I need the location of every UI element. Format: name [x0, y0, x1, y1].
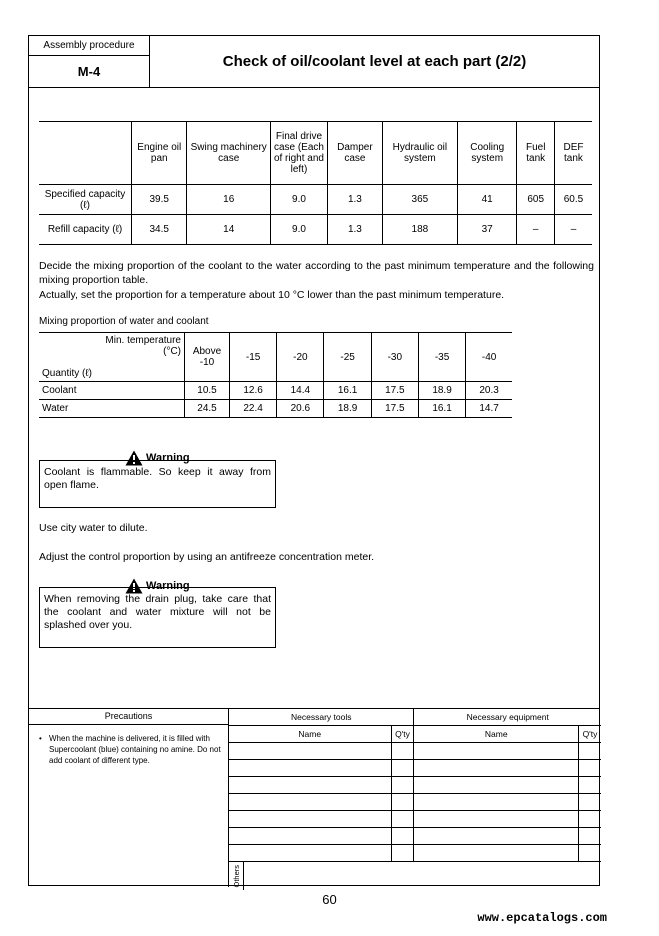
col-swing-machinery-case: Swing machinery case	[187, 122, 270, 185]
tools-equipment-table	[229, 709, 601, 890]
table-cell: 17.5	[371, 382, 418, 400]
temp-cell: Above -10	[185, 333, 230, 382]
col-hydraulic-oil-system: Hydraulic oil system	[382, 122, 457, 185]
empty-row	[229, 828, 601, 845]
warning-box-1: Coolant is flammable. So keep it away from open flame.	[39, 460, 276, 508]
tools-header: Necessary tools	[229, 709, 414, 726]
col-engine-oil-pan: Engine oil pan	[132, 122, 187, 185]
capacity-corner-cell	[39, 122, 132, 185]
warning-box-2: When removing the drain plug, take care that the coolant and water mixture will not be splashed over you.	[39, 587, 276, 648]
min-temperature-label: Min. temperature (°C)	[105, 335, 181, 357]
others-label: Others	[231, 864, 241, 888]
table-cell: 37	[457, 215, 517, 245]
table-cell: 18.9	[324, 400, 371, 418]
instruction-paragraph-2: Actually, set the proportion for a temperature about 10 °C lower than the past minimum temperature.	[39, 289, 505, 301]
table-cell: 1.3	[327, 185, 382, 215]
empty-row	[229, 811, 601, 828]
table-row	[39, 382, 512, 400]
mixing-corner-cell	[39, 333, 185, 382]
table-cell: –	[517, 215, 554, 245]
mixing-header-row	[39, 333, 512, 382]
instruction-paragraph-1: Decide the mixing proportion of the coolant to the water according to the past minimum temperature and the following mixing proportion table.	[39, 260, 594, 286]
temp-cell: -25	[324, 333, 371, 382]
equipment-header: Necessary equipment	[414, 709, 601, 726]
procedure-label: Assembly procedure	[29, 36, 149, 56]
tools-name-header: Name	[229, 726, 391, 743]
city-water-note: Use city water to dilute.	[39, 522, 148, 534]
table-cell: 39.5	[132, 185, 187, 215]
quantity-label: Quantity (ℓ)	[42, 368, 92, 379]
table-cell: 10.5	[185, 382, 230, 400]
requirements-section	[29, 708, 599, 887]
table-cell: 605	[517, 185, 554, 215]
empty-row	[229, 777, 601, 794]
procedure-box	[29, 36, 150, 88]
temp-cell: -30	[371, 333, 418, 382]
bullet: •	[39, 734, 42, 743]
mixing-table-caption: Mixing proportion of water and coolant	[39, 316, 209, 327]
table-cell: 14.7	[466, 400, 512, 418]
table-cell: 14.4	[277, 382, 324, 400]
row-label: Coolant	[39, 382, 185, 400]
table-cell: –	[554, 215, 592, 245]
table-cell: 9.0	[270, 185, 327, 215]
others-row	[229, 862, 601, 891]
table-cell: 365	[382, 185, 457, 215]
table-cell: 20.6	[277, 400, 324, 418]
page-title: Check of oil/coolant level at each part (2/2)	[150, 36, 599, 88]
temp-cell: -35	[418, 333, 465, 382]
table-cell: 9.0	[270, 215, 327, 245]
precaution-text: When the machine is delivered, it is filled with Supercoolant (blue) containing no amine. Do not add coolant of different type.	[49, 734, 221, 765]
table-cell: 1.3	[327, 215, 382, 245]
warning-label: Warning	[146, 452, 190, 464]
row-label: Water	[39, 400, 185, 418]
table-cell: 17.5	[371, 400, 418, 418]
table-row	[39, 185, 592, 215]
table-cell: 34.5	[132, 215, 187, 245]
equipment-name-header: Name	[414, 726, 579, 743]
row-label: Specified capacity (ℓ)	[39, 185, 132, 215]
empty-row	[229, 845, 601, 862]
table-cell: 24.5	[185, 400, 230, 418]
col-damper-case: Damper case	[327, 122, 382, 185]
col-def-tank: DEF tank	[554, 122, 592, 185]
tools-equipment-grid	[229, 709, 599, 890]
warning-label: Warning	[146, 580, 190, 592]
tools-qty-header: Q'ty	[391, 726, 414, 743]
table-cell: 22.4	[230, 400, 277, 418]
temp-cell: -15	[230, 333, 277, 382]
table-cell: 16.1	[418, 400, 465, 418]
table-cell: 41	[457, 185, 517, 215]
table-cell: 20.3	[466, 382, 512, 400]
empty-row	[229, 743, 601, 760]
page-frame	[28, 35, 600, 886]
table-cell: 12.6	[230, 382, 277, 400]
page-number: 60	[322, 892, 337, 907]
table-cell: 60.5	[554, 185, 592, 215]
precautions-header: Precautions	[29, 709, 229, 725]
temp-cell: -40	[466, 333, 512, 382]
precautions-body	[29, 725, 229, 887]
empty-row	[229, 760, 601, 777]
table-cell: 16	[187, 185, 270, 215]
temp-cell: -20	[277, 333, 324, 382]
col-cooling-system: Cooling system	[457, 122, 517, 185]
table-row	[39, 400, 512, 418]
capacity-header-row	[39, 122, 592, 185]
table-cell: 188	[382, 215, 457, 245]
mixing-table	[39, 332, 512, 418]
row-label: Refill capacity (ℓ)	[39, 215, 132, 245]
equipment-qty-header: Q'ty	[579, 726, 602, 743]
procedure-code: M-4	[77, 64, 101, 79]
col-fuel-tank: Fuel tank	[517, 122, 554, 185]
table-cell: 14	[187, 215, 270, 245]
capacity-table	[39, 121, 592, 245]
col-final-drive-case: Final drive case (Each of right and left)	[270, 122, 327, 185]
empty-row	[229, 794, 601, 811]
table-row	[39, 215, 592, 245]
table-cell: 18.9	[418, 382, 465, 400]
adjust-proportion-note: Adjust the control proportion by using an antifreeze concentration meter.	[39, 551, 375, 563]
table-cell: 16.1	[324, 382, 371, 400]
watermark: www.epcatalogs.com	[477, 911, 607, 925]
